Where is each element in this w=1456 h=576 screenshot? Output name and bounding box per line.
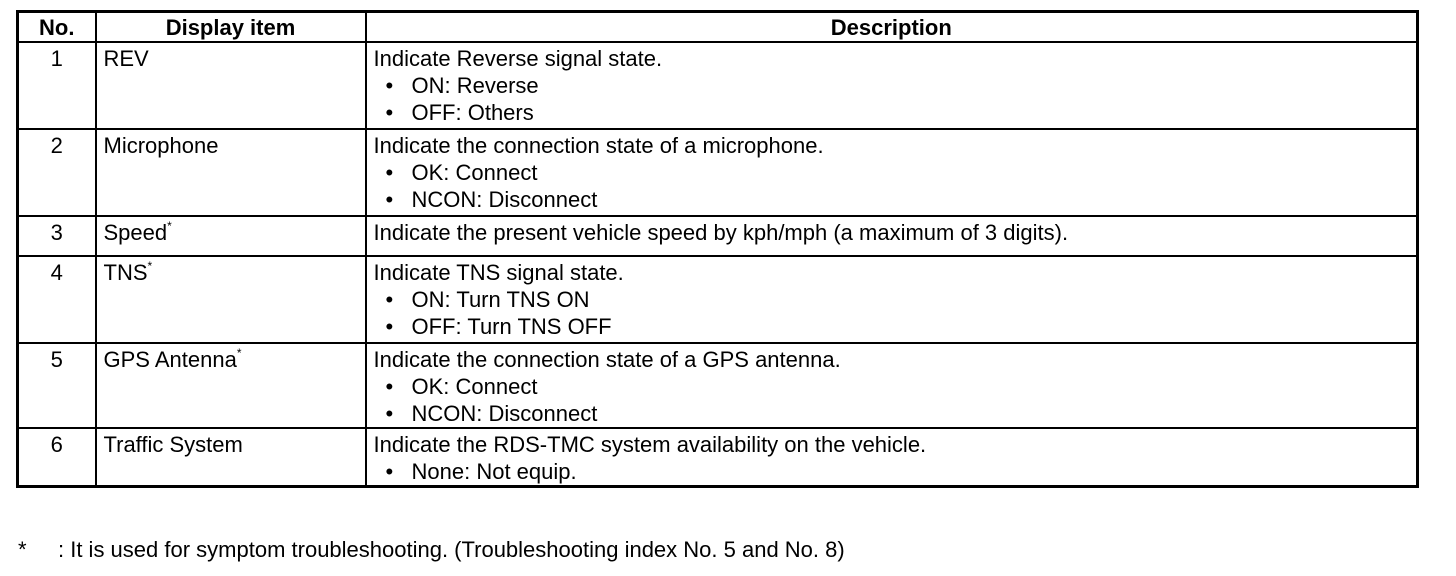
footnote-text: : It is used for symptom troubleshooting. (Troubleshooting index No. 5 and No. 8) <box>58 537 845 562</box>
bullet-text: ON: Turn TNS ON <box>411 287 590 312</box>
description-text: Indicate the present vehicle speed by kph/mph (a maximum of 3 digits). <box>373 220 1069 245</box>
description-text: Indicate the RDS-TMC system availability on the vehicle. <box>373 432 927 457</box>
bullet-text: OFF: Others <box>411 100 534 125</box>
bullet-text: OK: Connect <box>411 160 538 185</box>
table-row <box>18 42 1418 129</box>
description-text: Indicate the connection state of a GPS antenna. <box>373 347 841 372</box>
description-text: Indicate Reverse signal state. <box>373 46 663 71</box>
display-item-label: GPS Antenna <box>103 347 237 372</box>
table-row <box>18 129 1418 216</box>
header-display-item: Display item <box>96 12 366 43</box>
list-item <box>382 373 1410 400</box>
bullet-list <box>374 159 1410 213</box>
display-item-label: Speed <box>103 220 168 245</box>
list-item <box>382 186 1410 213</box>
bullet-list <box>374 458 1410 485</box>
row-number: 3 <box>18 216 96 256</box>
bullet-text: OK: Connect <box>411 374 538 399</box>
footnote <box>18 536 845 564</box>
list-item <box>382 99 1410 126</box>
bullet-text: ON: Reverse <box>411 73 539 98</box>
bullet-text: None: Not equip. <box>411 459 577 484</box>
list-item <box>382 313 1410 340</box>
row-number: 2 <box>18 129 96 216</box>
bullet-list <box>374 286 1410 340</box>
bullet-text: OFF: Turn TNS OFF <box>411 314 612 339</box>
description-text: Indicate TNS signal state. <box>373 260 624 285</box>
header-no: No. <box>18 12 96 43</box>
row-display-item <box>96 428 366 487</box>
table-header-row <box>18 12 1418 43</box>
row-number: 6 <box>18 428 96 487</box>
row-display-item <box>96 216 366 256</box>
table-row <box>18 256 1418 343</box>
row-number: 1 <box>18 42 96 129</box>
bullet-list <box>374 72 1410 126</box>
bullet-icon: • <box>385 374 394 399</box>
row-description <box>366 42 1418 129</box>
footnote-marker: * <box>18 537 27 562</box>
table-row <box>18 216 1418 256</box>
bullet-list <box>374 373 1410 427</box>
display-item-label: TNS <box>103 260 148 285</box>
row-description <box>366 343 1418 428</box>
row-description <box>366 129 1418 216</box>
row-description <box>366 216 1418 256</box>
display-item-label: Microphone <box>103 133 219 158</box>
row-number: 4 <box>18 256 96 343</box>
row-display-item <box>96 343 366 428</box>
table-row <box>18 343 1418 428</box>
display-item-label: REV <box>103 46 149 71</box>
row-number: 5 <box>18 343 96 428</box>
row-description <box>366 428 1418 487</box>
bullet-icon: • <box>385 287 394 312</box>
bullet-icon: • <box>385 401 394 426</box>
bullet-icon: • <box>385 459 394 484</box>
bullet-text: NCON: Disconnect <box>411 401 598 426</box>
table-row <box>18 428 1418 487</box>
list-item <box>382 458 1410 485</box>
bullet-icon: • <box>385 314 394 339</box>
display-item-label: Traffic System <box>103 432 243 457</box>
bullet-text: NCON: Disconnect <box>411 187 598 212</box>
footnote-mark: * <box>147 259 153 273</box>
row-display-item <box>96 129 366 216</box>
bullet-icon: • <box>385 100 394 125</box>
bullet-icon: • <box>385 73 394 98</box>
row-display-item <box>96 42 366 129</box>
list-item <box>382 72 1410 99</box>
list-item <box>382 400 1410 427</box>
row-display-item <box>96 256 366 343</box>
footnote-mark: * <box>167 219 172 233</box>
footnote-mark: * <box>236 346 242 360</box>
row-description <box>366 256 1418 343</box>
list-item <box>382 286 1410 313</box>
display-item-table <box>16 10 1419 488</box>
bullet-icon: • <box>385 160 394 185</box>
header-description: Description <box>366 12 1418 43</box>
description-text: Indicate the connection state of a microphone. <box>373 133 824 158</box>
bullet-icon: • <box>385 187 394 212</box>
list-item <box>382 159 1410 186</box>
